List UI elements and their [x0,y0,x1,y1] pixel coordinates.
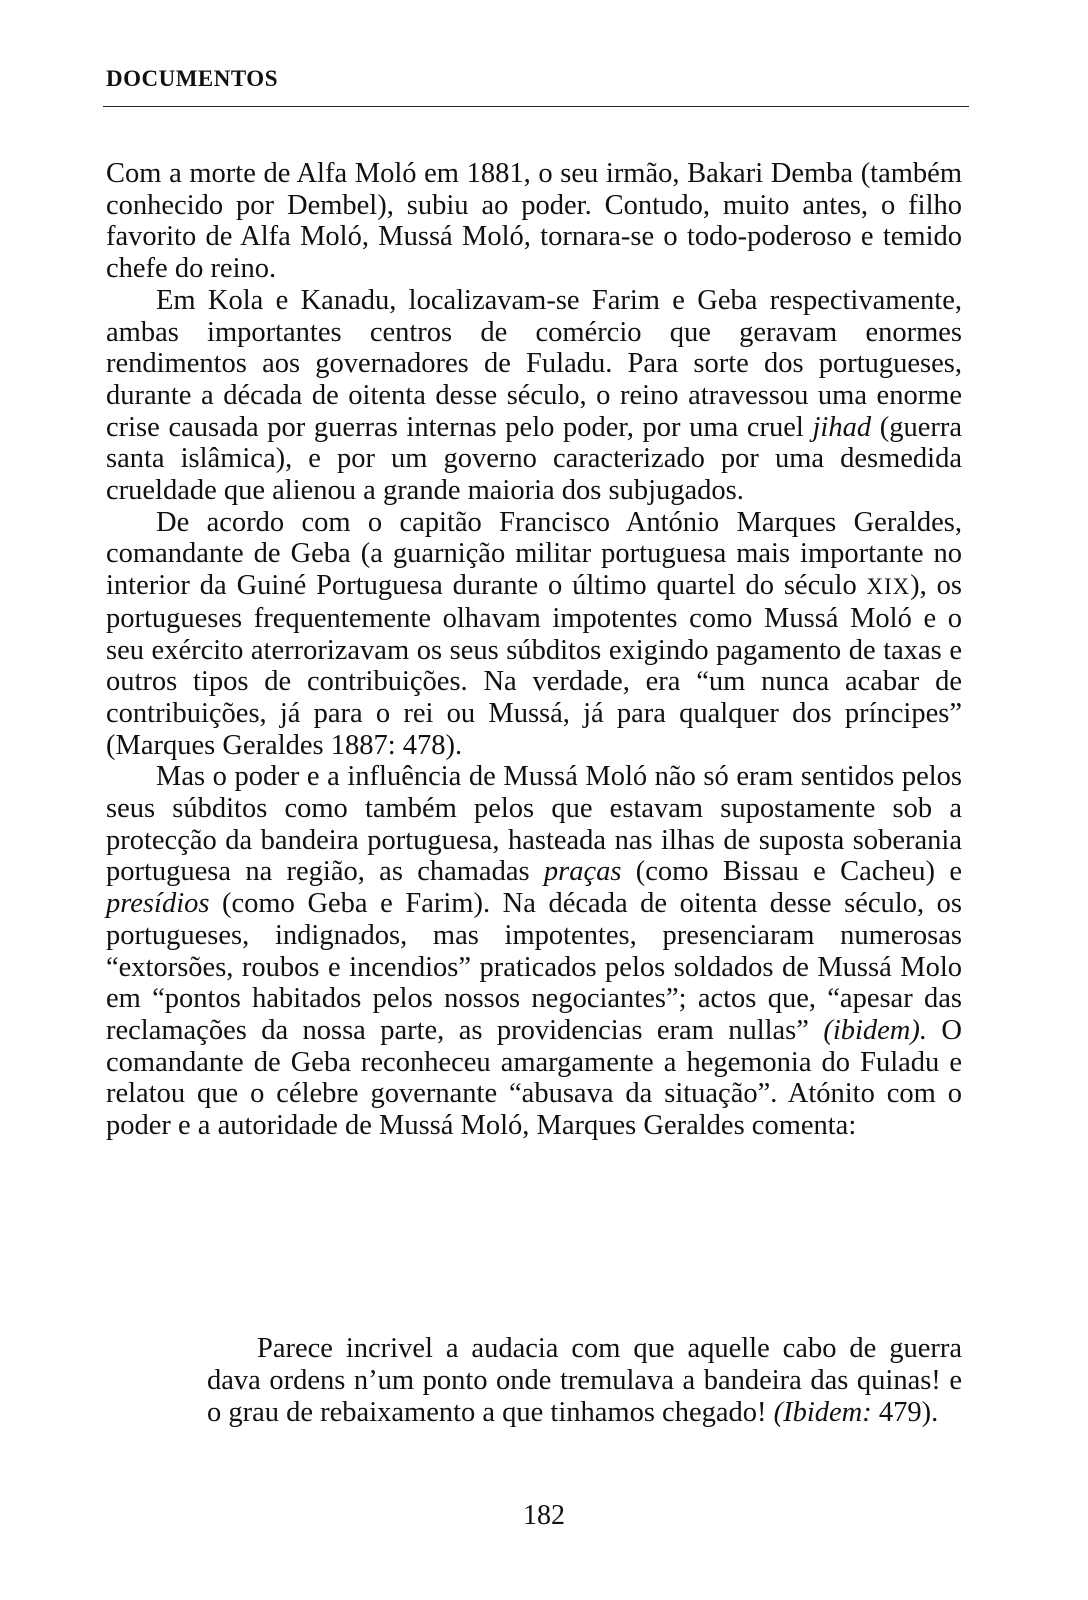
quote-text: Parece incrivel a audacia com que aquelle cabo de guerra dava ordens n’um ponto onde tremulava a bandeira das quinas! e o grau de rebaixamento a que tinhamos chegado! [207,1333,962,1428]
quote-paragraph [207,1333,962,1428]
block-quote [207,1333,962,1428]
paragraph-2 [106,285,962,507]
paragraph-4 [106,761,962,1141]
century-numeral: XIX [866,574,911,600]
paragraph-4-text-c: (como Geba e Farim). Na década de oitenta desse século, os portugueses, indignados, mas impotentes, presenciaram numerosas “extorsões, roubos e incendios” praticados pelos soldados de Mussá Molo em “pontos habitados pelos nossos negociantes”; actos que, “apesar das reclamações da nossa parte, as providencias eram nullas” [106,888,962,1046]
paragraph-4-text-a: Mas o poder e a influência de Mussá Moló não só eram sentidos pelos seus súbditos como também pelos que estavam supostamente sob a protecção da bandeira portuguesa, hasteada nas ilhas de suposta soberania portuguesa na região, as chamadas [106,761,962,888]
paragraph-1 [106,158,962,285]
paragraph-3-text-a: De acordo com o capitão Francisco António Marques Geraldes, comandante de Geba (a guarnição militar portuguesa mais importante no interior da Guiné Portuguesa durante o último quartel do século [106,506,962,602]
page-number: 182 [523,1500,565,1531]
term-pracas: praças [543,856,622,888]
header-rule [103,106,969,107]
paragraph-3 [106,507,962,762]
paragraph-2-text-a: Em Kola e Kanadu, localizavam-se Farim e Geba respectivamente, ambas importantes centros de comércio que geravam enormes rendimentos aos governadores de Fuladu. Para sorte dos portugueses, durante a década de oitenta desse século, o reino atravessou uma enorme crise causada por guerras internas pelo poder, por uma cruel [106,284,962,443]
paragraph-2-text-b: (guerra santa islâmica), e por um governo caracterizado por uma desmedida crueldade que alienou a grande maioria dos subjugados. [106,411,962,507]
body-text [106,158,962,1142]
quote-citation-page: 479). [871,1396,939,1428]
paragraph-1-text: Com a morte de Alfa Moló em 1881, o seu irmão, Bakari Demba (também conhecido por Dembel), subiu ao poder. Contudo, muito antes, o filho favorito de Alfa Moló, Mussá Moló, tornara-se o todo-poderoso e temido chefe do reino. [106,158,962,285]
quote-citation-italic: (Ibidem: [773,1396,872,1428]
paragraph-4-text-b: (como Bissau e Cacheu) e [621,856,962,888]
citation-ibidem: (ibidem). [823,1014,928,1046]
paragraph-4-text-d: O comandante de Geba reconheceu amargamente a hegemonia do Fuladu e relatou que o célebre governante “abusava da situação”. Atónito com o poder e a autoridade de Mussá Moló, Marques Geraldes comenta: [106,1014,962,1142]
term-jihad: jihad [812,411,872,443]
paragraph-3-text-b: ), os portugueses frequentemente olhavam impotentes como Mussá Moló e o seu exército aterrorizavam os seus súbditos exigindo pagamento de taxas e outros tipos de contribuições. Na verdade, era “um nunca acabar de contribuições, já para o rei ou Mussá, já para qualquer dos príncipes” (Marques Geraldes 1887: 478). [106,570,962,761]
term-presidios: presídios [106,888,210,920]
running-head: DOCUMENTOS [106,66,278,91]
